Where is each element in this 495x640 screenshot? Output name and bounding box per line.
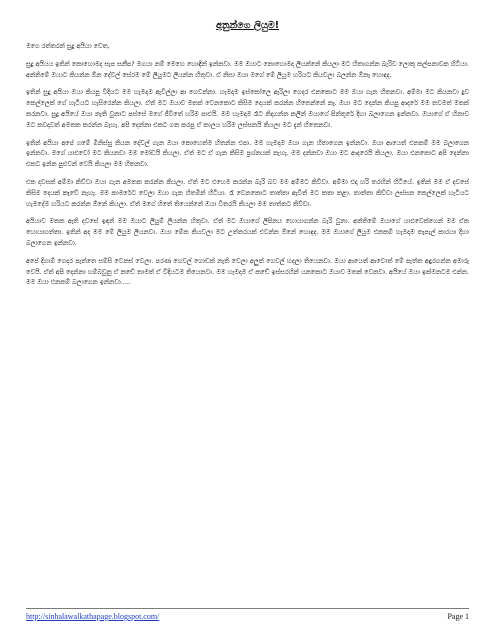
paragraph-salutation: මගෙ රත්තරන් සුදු අයියා වෙත, bbox=[26, 42, 110, 50]
paragraph-2: ඉතින් සුදු අයියා ඔයා කියපු විදියට මම හැමදාම ඇවිල්ලා ආ ගෙවන්නා. හැමදාම ඉස්කෝලෙ ඇරිලා ගෙදර එනකොට මම ඔයා ගැන හිතනවා. අම්මා මට කියනවා දුව කෙල්ලෙක් ගේ හැටියට හැසිරෙන්න කියලා. ඒත් මට ඔයාව මතක් වෙනකොට කිසිම දෙයක් කරන්න හිතෙන්නේ නෑ. ඔයා මට දෙන්න කියපු ආදරේ මම තවමත් මතක් කරනවා. සුදු අයියේ ඔයා නැති වුනාට පස්සේ මගේ ජීවිතේ හරිම පාළුයි. මම හැමදාම රෑට නිදාගන්න කලින් ඔයාගේ පින්තූරේ දිහා බලාගෙන ඉන්නවා. ඔයාගේ ඒ හිනාව මට කවදාවත් අමතක කරන්න බැහැ. අපි දෙන්නා එකට ගත කරපු ඒ කාලය හරිම ලස්සනයි කියලා මට දැන් හිතෙනවා. bbox=[26, 88, 469, 129]
page-footer bbox=[26, 612, 469, 621]
footer-divider bbox=[26, 608, 469, 609]
paragraph-1: සුදු අයියය ඉතින් කොහොමද සැප සනීප? මගයා නම් මෙහෙ හොඳින් ඉන්නවා. මම ඔයාට කොහොමද ලියන්නේ කියලා මට හිතාගන්න බැරිව ලොකු කල්පනාවක හිටියා. අන්තිමේ ඔයාට කියන්න ඕන දේවල් සේරම මේ ලියුමට ලියන්න හිතුවා. ඒ නිසා ඔයා මගේ මේ ලියුම හරියට කියවලා බලන්න ඕනෑ හොඳද. bbox=[26, 59, 469, 79]
document-title: අනුන්ගෙ ලියුම! bbox=[215, 20, 280, 31]
blog-link[interactable]: http://sinhalawalkathapage.blogspot.com/ bbox=[26, 612, 160, 621]
document-body bbox=[26, 41, 469, 288]
paragraph-5: අයියාව මතක ඇති දවසේ ඉඳන් මම ඔයාට ලියුම් ලියන්න හිතුවා. ඒත් මට ඔයාගේ ලිපිනය හොයාගන්න බැරි වුනා. අන්තිමේ ඔයාගේ යාළුවෙක්ගෙන් මම ඒක හොයාගත්තා. ඉතින් අද මම මේ ලියුම ලියනවා. ඔයා මේක කියවලා මට උත්තරයක් එවන්න ඕනේ හොඳද. මම ඔයාගේ ලියුම එනකම් හැමදාම තැපැල් කාරයා දිහා බලාගෙන ඉන්නවා. bbox=[26, 217, 469, 247]
paragraph-6: අපේ දිගාම් ගෙදර පැත්තෙ සම්සි වෙනස් වෙලා. පරණ ගෙවල් ගොඩක් නැති වෙලා අලුත් ගෙවල් හදලා තියෙනවා. ඔයා ආයෙත් ආවොත් මේ පැත්ත අඳුරගන්න අමාරු වෙයි. ඒත් අපි දෙන්නා හම්බවුනු ඒ කඩේ තාමත් ඒ විදියටම තියෙනවා. මම හැමදාම ඒ කඩේ ඉස්සරහින් යනකොට ඔයාව මතක් වෙනවා. අයියේ ඔයා ඉක්මනටම එන්න. මම ඔයා එනකම් බලාගෙන ඉන්නවා..... bbox=[26, 256, 469, 287]
paragraph-4: එක දවසක් අම්මා කිව්වා ඔයා ගැන අමතක කරන්න කියලා. ඒත් මට එහෙම කරන්න බැරි බව මම අම්මට කිව්වා. අම්මා එදා හරි තරහින් හිටියේ. ඉතින් මම ඒ දවසේ කිසිම දෙයක් කෑවේ නැහැ. මම කාමරේට වෙලා ඔයා ගැන හිතමින් හිටියා. රෑ වෙනකොට තාත්තා ඇවිත් මට කතා කළා. තාත්තා කිව්වා ලස්සන කෙල්ලෙක් හැටියට හැමදේම හරියට කරන්න ඕනේ කියලා. ඒත් මගේ හිතේ තියෙන්නේ ඔයා විතරයි කියලා මම තාත්තට කිව්වා. bbox=[26, 177, 469, 208]
paragraph-3: ඉතින් අයියා අපේ ගමේ මිනිස්සු කියන දේවල් ගැන ඔයා කොහෙත්ම හිතන්න එපා. මම හැමදාම ඔයා ගැන හිතාගෙන ඉන්නවා. ඔයා ආයෙත් එනකම් මම බලාගෙන ඉන්නවා. මගේ යාළුවෝ මට කියනවා මම මෝඩයි කියලා. ඒත් මට ඒ ගැන කිසිම ප්‍රශ්නයක් නැහැ. මම දන්නවා ඔයා මට ආදරෙයි කියලා. ඔයා එනකොට අපි දෙන්නා එකට ඉන්න පුළුවන් වෙයි කියලා මම හිතනවා. bbox=[26, 138, 469, 169]
page-number: Page 1 bbox=[447, 612, 469, 621]
